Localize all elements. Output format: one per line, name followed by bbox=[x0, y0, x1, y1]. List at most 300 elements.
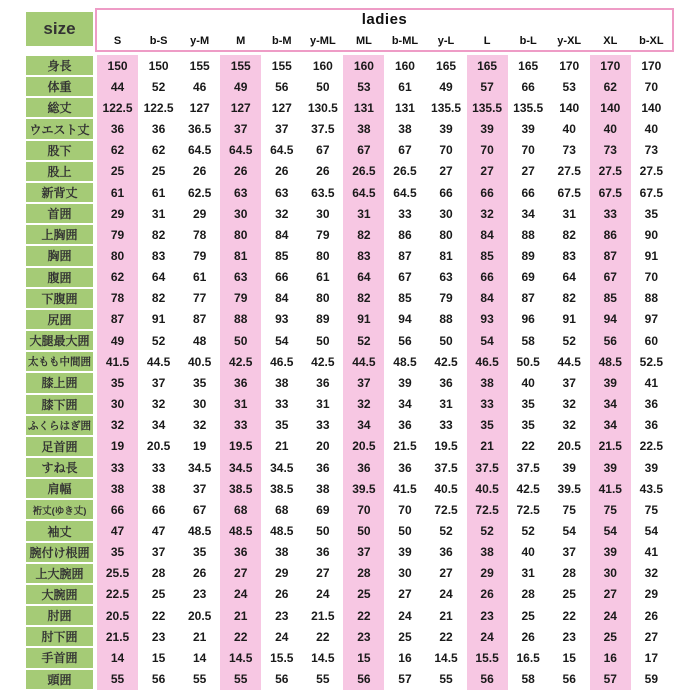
column-header-b-ml: b-ML bbox=[391, 35, 419, 47]
table-cell: 14 bbox=[192, 650, 207, 665]
row-label: ふくらはぎ囲 bbox=[26, 416, 93, 435]
table-cell: 36 bbox=[316, 375, 330, 390]
table-cell: 40 bbox=[521, 375, 535, 390]
table-cell: 75 bbox=[562, 502, 576, 517]
table-cell: 28 bbox=[562, 566, 576, 581]
table-cell: 122.5 bbox=[97, 97, 138, 118]
table-cell: 44.5 bbox=[343, 351, 384, 372]
table-row bbox=[26, 372, 672, 393]
table-cell: 33 bbox=[151, 460, 166, 475]
table-cell: 36 bbox=[220, 542, 261, 563]
table-cell: 27 bbox=[521, 164, 535, 179]
table-cell: 48.5 bbox=[393, 354, 417, 369]
row-label: ウエスト丈 bbox=[26, 119, 93, 138]
row-label: 上大腕囲 bbox=[26, 564, 93, 583]
table-cell: 23 bbox=[343, 626, 384, 647]
table-row bbox=[26, 669, 672, 690]
table-cell: 55 bbox=[97, 669, 138, 690]
table-cell: 56 bbox=[275, 79, 289, 94]
table-cell: 55 bbox=[439, 672, 453, 687]
table-cell: 135.5 bbox=[467, 97, 508, 118]
row-label: 体重 bbox=[26, 77, 93, 96]
table-cell: 165 bbox=[467, 55, 508, 76]
table-row bbox=[26, 76, 672, 97]
table-cell: 85 bbox=[275, 248, 289, 263]
table-cell: 14.5 bbox=[434, 650, 458, 665]
table-cell: 61 bbox=[97, 182, 138, 203]
table-cell: 127 bbox=[271, 100, 292, 115]
table-cell: 37 bbox=[343, 372, 384, 393]
table-cell: 22.5 bbox=[639, 439, 664, 454]
table-cell: 59 bbox=[644, 672, 659, 687]
table-cell: 70 bbox=[439, 143, 453, 158]
table-cell: 52 bbox=[343, 330, 384, 351]
table-cell: 14.5 bbox=[311, 650, 335, 665]
table-cell: 88 bbox=[220, 309, 261, 330]
table-cell: 33 bbox=[275, 397, 289, 412]
table-cell: 36 bbox=[644, 418, 659, 433]
table-cell: 39 bbox=[398, 545, 412, 560]
table-cell: 28 bbox=[521, 587, 535, 602]
table-cell: 27 bbox=[590, 584, 631, 605]
table-cell: 37 bbox=[275, 122, 289, 137]
table-cell: 31 bbox=[439, 397, 453, 412]
row-label: 股上 bbox=[26, 162, 93, 181]
table-cell: 64 bbox=[562, 270, 576, 285]
table-cell: 23 bbox=[275, 608, 289, 623]
table-cell: 48.5 bbox=[590, 351, 631, 372]
table-cell: 52 bbox=[151, 79, 166, 94]
table-cell: 27 bbox=[439, 164, 453, 179]
table-cell: 70 bbox=[644, 79, 659, 94]
table-cell: 63 bbox=[275, 185, 289, 200]
table-cell: 88 bbox=[521, 227, 535, 242]
table-cell: 57 bbox=[467, 76, 508, 97]
table-cell: 28 bbox=[343, 563, 384, 584]
table-cell: 38 bbox=[467, 542, 508, 563]
table-cell: 54 bbox=[644, 524, 659, 539]
table-cell: 37.5 bbox=[516, 460, 540, 475]
table-cell: 16 bbox=[590, 647, 631, 668]
table-cell: 36 bbox=[316, 545, 330, 560]
table-cell: 66 bbox=[467, 267, 508, 288]
table-cell: 36 bbox=[220, 372, 261, 393]
row-label: 大腕囲 bbox=[26, 585, 93, 604]
table-cell: 15 bbox=[151, 650, 166, 665]
table-cell: 155 bbox=[271, 58, 292, 73]
table-cell: 34 bbox=[590, 415, 631, 436]
row-label: 上胸囲 bbox=[26, 225, 93, 244]
table-cell: 25 bbox=[97, 161, 138, 182]
table-cell: 17 bbox=[644, 650, 659, 665]
table-cell: 37 bbox=[151, 375, 166, 390]
table-cell: 24 bbox=[590, 605, 631, 626]
table-cell: 66 bbox=[151, 502, 166, 517]
table-cell: 127 bbox=[189, 100, 210, 115]
table-cell: 79 bbox=[316, 227, 330, 242]
table-row bbox=[26, 478, 672, 499]
table-cell: 16 bbox=[398, 650, 412, 665]
table-cell: 22 bbox=[151, 608, 166, 623]
table-cell: 26 bbox=[220, 161, 261, 182]
table-cell: 29 bbox=[644, 587, 659, 602]
table-cell: 26 bbox=[192, 164, 207, 179]
table-cell: 39 bbox=[521, 122, 535, 137]
table-cell: 39 bbox=[439, 122, 453, 137]
table-cell: 35 bbox=[192, 375, 207, 390]
table-cell: 31 bbox=[343, 203, 384, 224]
table-cell: 93 bbox=[275, 312, 289, 327]
table-cell: 44.5 bbox=[557, 354, 581, 369]
table-cell: 37.5 bbox=[434, 460, 458, 475]
table-cell: 165 bbox=[518, 58, 539, 73]
table-cell: 35 bbox=[97, 372, 138, 393]
table-row bbox=[26, 288, 672, 309]
table-cell: 52 bbox=[521, 524, 535, 539]
table-cell: 97 bbox=[644, 312, 659, 327]
column-header-b-s: b-S bbox=[149, 35, 168, 47]
table-cell: 72.5 bbox=[434, 502, 458, 517]
table-cell: 35 bbox=[521, 418, 535, 433]
table-cell: 33 bbox=[97, 457, 138, 478]
table-cell: 66 bbox=[97, 499, 138, 520]
table-cell: 42.5 bbox=[516, 481, 540, 496]
table-cell: 25.5 bbox=[97, 563, 138, 584]
table-cell: 40.5 bbox=[434, 481, 458, 496]
table-cell: 80 bbox=[97, 245, 138, 266]
table-cell: 38 bbox=[275, 545, 289, 560]
table-cell: 58 bbox=[521, 333, 535, 348]
table-cell: 21.5 bbox=[311, 608, 335, 623]
table-cell: 67 bbox=[398, 270, 412, 285]
table-cell: 27.5 bbox=[639, 164, 664, 179]
table-cell: 14.5 bbox=[220, 647, 261, 668]
table-row bbox=[26, 224, 672, 245]
row-label: 肘囲 bbox=[26, 606, 93, 625]
row-label: 膝上囲 bbox=[26, 373, 93, 392]
table-cell: 21 bbox=[275, 439, 289, 454]
table-cell: 47 bbox=[151, 524, 166, 539]
table-cell: 63 bbox=[220, 267, 261, 288]
table-cell: 85 bbox=[590, 288, 631, 309]
table-cell: 94 bbox=[398, 312, 412, 327]
row-label: すね長 bbox=[26, 458, 93, 477]
table-cell: 39 bbox=[590, 542, 631, 563]
table-cell: 50 bbox=[439, 333, 453, 348]
table-cell: 49 bbox=[439, 79, 453, 94]
table-cell: 44.5 bbox=[146, 354, 171, 369]
table-cell: 96 bbox=[521, 312, 535, 327]
table-cell: 52 bbox=[467, 520, 508, 541]
table-cell: 155 bbox=[189, 58, 210, 73]
table-cell: 32 bbox=[467, 203, 508, 224]
table-cell: 36 bbox=[439, 545, 453, 560]
table-cell: 19 bbox=[97, 436, 138, 457]
table-cell: 90 bbox=[644, 227, 659, 242]
column-header-row bbox=[97, 35, 672, 47]
table-cell: 32 bbox=[97, 415, 138, 436]
row-label: 総丈 bbox=[26, 98, 93, 117]
table-cell: 53 bbox=[562, 79, 576, 94]
table-cell: 26 bbox=[275, 587, 289, 602]
table-cell: 33 bbox=[467, 394, 508, 415]
table-row bbox=[26, 203, 672, 224]
table-cell: 33 bbox=[590, 203, 631, 224]
column-header-b-l: b-L bbox=[519, 35, 537, 47]
table-cell: 22 bbox=[316, 629, 330, 644]
table-cell: 94 bbox=[590, 309, 631, 330]
table-cell: 50 bbox=[316, 333, 330, 348]
column-header-ml: ML bbox=[355, 35, 372, 47]
table-row bbox=[26, 140, 672, 161]
table-cell: 58 bbox=[521, 672, 535, 687]
table-row bbox=[26, 330, 672, 351]
table-cell: 48.5 bbox=[220, 520, 261, 541]
table-cell: 37 bbox=[343, 542, 384, 563]
table-cell: 38.5 bbox=[270, 481, 294, 496]
table-cell: 84 bbox=[275, 291, 289, 306]
table-cell: 36.5 bbox=[187, 122, 212, 137]
table-cell: 84 bbox=[467, 288, 508, 309]
table-cell: 26 bbox=[644, 608, 659, 623]
table-cell: 20.5 bbox=[187, 608, 212, 623]
table-cell: 38 bbox=[316, 481, 330, 496]
table-cell: 64 bbox=[343, 267, 384, 288]
table-cell: 41.5 bbox=[590, 478, 631, 499]
table-cell: 64.5 bbox=[343, 182, 384, 203]
table-cell: 81 bbox=[220, 245, 261, 266]
row-label: 腕付け根囲 bbox=[26, 543, 93, 562]
table-cell: 40 bbox=[562, 122, 576, 137]
table-cell: 160 bbox=[312, 58, 333, 73]
table-cell: 38 bbox=[275, 375, 289, 390]
table-row bbox=[26, 542, 672, 563]
table-cell: 56 bbox=[151, 672, 166, 687]
table-row bbox=[26, 245, 672, 266]
table-cell: 47 bbox=[97, 520, 138, 541]
table-row bbox=[26, 605, 672, 626]
table-cell: 26.5 bbox=[393, 164, 417, 179]
table-cell: 40 bbox=[644, 122, 659, 137]
table-cell: 35 bbox=[97, 542, 138, 563]
table-cell: 15.5 bbox=[467, 647, 508, 668]
table-cell: 50 bbox=[343, 520, 384, 541]
table-cell: 63 bbox=[439, 270, 453, 285]
table-cell: 24 bbox=[220, 584, 261, 605]
row-label: 足首囲 bbox=[26, 437, 93, 456]
column-header-m: M bbox=[236, 35, 246, 47]
table-cell: 29 bbox=[275, 566, 289, 581]
column-header-y-ml: y-ML bbox=[310, 35, 336, 47]
table-cell: 80 bbox=[316, 291, 330, 306]
table-cell: 39 bbox=[467, 118, 508, 139]
table-cell: 84 bbox=[467, 224, 508, 245]
table-cell: 24 bbox=[439, 587, 453, 602]
table-cell: 26 bbox=[275, 164, 289, 179]
table-cell: 33 bbox=[316, 418, 330, 433]
row-label: 肘下囲 bbox=[26, 627, 93, 646]
table-cell: 80 bbox=[439, 227, 453, 242]
table-cell: 32 bbox=[192, 418, 207, 433]
table-cell: 72.5 bbox=[467, 499, 508, 520]
table-cell: 35 bbox=[192, 545, 207, 560]
table-cell: 86 bbox=[590, 224, 631, 245]
table-cell: 32 bbox=[562, 418, 576, 433]
table-cell: 27.5 bbox=[590, 161, 631, 182]
row-label: 胸囲 bbox=[26, 246, 93, 265]
table-cell: 39.5 bbox=[343, 478, 384, 499]
table-cell: 38 bbox=[343, 118, 384, 139]
table-cell: 55 bbox=[192, 672, 207, 687]
table-cell: 21.5 bbox=[590, 436, 631, 457]
table-cell: 85 bbox=[398, 291, 412, 306]
table-cell: 27 bbox=[467, 161, 508, 182]
column-header-xl: XL bbox=[603, 35, 618, 47]
table-cell: 66 bbox=[521, 79, 535, 94]
table-cell: 31 bbox=[316, 397, 330, 412]
table-cell: 34.5 bbox=[270, 460, 294, 475]
table-cell: 35 bbox=[275, 418, 289, 433]
row-label: 股下 bbox=[26, 141, 93, 160]
table-cell: 40.5 bbox=[467, 478, 508, 499]
table-cell: 33 bbox=[398, 206, 412, 221]
table-cell: 56 bbox=[343, 669, 384, 690]
table-cell: 155 bbox=[220, 55, 261, 76]
table-cell: 39 bbox=[398, 375, 412, 390]
table-cell: 46 bbox=[192, 79, 207, 94]
table-cell: 24 bbox=[467, 626, 508, 647]
table-cell: 56 bbox=[590, 330, 631, 351]
table-cell: 34 bbox=[521, 206, 535, 221]
table-cell: 75 bbox=[590, 499, 631, 520]
table-cell: 69 bbox=[521, 270, 535, 285]
table-cell: 42.5 bbox=[311, 354, 335, 369]
table-cell: 53 bbox=[343, 76, 384, 97]
column-header-s: S bbox=[113, 35, 122, 47]
table-cell: 23 bbox=[151, 629, 166, 644]
table-cell: 62 bbox=[97, 267, 138, 288]
table-cell: 64.5 bbox=[187, 143, 212, 158]
table-cell: 36 bbox=[97, 118, 138, 139]
table-cell: 67 bbox=[316, 143, 330, 158]
table-cell: 67 bbox=[590, 267, 631, 288]
table-row bbox=[26, 394, 672, 415]
table-cell: 21 bbox=[192, 629, 207, 644]
table-cell: 68 bbox=[220, 499, 261, 520]
table-cell: 24 bbox=[316, 587, 330, 602]
table-cell: 66 bbox=[521, 185, 535, 200]
table-cell: 73 bbox=[562, 143, 576, 158]
table-cell: 56 bbox=[562, 672, 576, 687]
table-cell: 28 bbox=[151, 566, 166, 581]
table-row bbox=[26, 499, 672, 520]
table-cell: 55 bbox=[316, 672, 330, 687]
table-cell: 89 bbox=[521, 248, 535, 263]
table-cell: 37 bbox=[220, 118, 261, 139]
table-cell: 21.5 bbox=[97, 626, 138, 647]
table-cell: 80 bbox=[316, 248, 330, 263]
table-cell: 34 bbox=[151, 418, 166, 433]
table-cell: 140 bbox=[641, 100, 662, 115]
table-cell: 91 bbox=[644, 248, 659, 263]
table-cell: 34 bbox=[343, 415, 384, 436]
table-cell: 54 bbox=[562, 524, 576, 539]
table-cell: 87 bbox=[398, 248, 412, 263]
table-cell: 23 bbox=[562, 629, 576, 644]
table-cell: 82 bbox=[151, 291, 166, 306]
table-cell: 48 bbox=[192, 333, 207, 348]
table-cell: 64.5 bbox=[270, 143, 294, 158]
table-cell: 88 bbox=[644, 291, 659, 306]
table-cell: 48.5 bbox=[187, 524, 212, 539]
table-cell: 79 bbox=[220, 288, 261, 309]
table-cell: 32 bbox=[343, 394, 384, 415]
table-cell: 54 bbox=[590, 520, 631, 541]
table-cell: 52 bbox=[562, 333, 576, 348]
table-cell: 83 bbox=[562, 248, 576, 263]
table-cell: 78 bbox=[97, 288, 138, 309]
table-cell: 41 bbox=[644, 545, 659, 560]
table-cell: 22 bbox=[220, 626, 261, 647]
table-cell: 86 bbox=[398, 227, 412, 242]
group-title: ladies bbox=[361, 11, 408, 28]
row-label: 袖丈 bbox=[26, 521, 93, 540]
table-cell: 140 bbox=[590, 97, 631, 118]
table-cell: 170 bbox=[559, 58, 580, 73]
table-cell: 75 bbox=[644, 502, 659, 517]
table-cell: 87 bbox=[521, 291, 535, 306]
table-cell: 21 bbox=[220, 605, 261, 626]
column-header-l: L bbox=[483, 35, 491, 47]
table-cell: 19 bbox=[192, 439, 207, 454]
table-cell: 40 bbox=[590, 118, 631, 139]
ladies-header-box bbox=[95, 8, 674, 52]
table-row bbox=[26, 520, 672, 541]
table-cell: 42.5 bbox=[434, 354, 458, 369]
table-cell: 91 bbox=[151, 312, 166, 327]
table-cell: 64.5 bbox=[220, 140, 261, 161]
table-row bbox=[26, 97, 672, 118]
table-cell: 61 bbox=[398, 79, 412, 94]
table-cell: 54 bbox=[467, 330, 508, 351]
table-row bbox=[26, 457, 672, 478]
table-row bbox=[26, 415, 672, 436]
row-label: 膝下囲 bbox=[26, 395, 93, 414]
table-cell: 26 bbox=[521, 629, 535, 644]
table-cell: 36 bbox=[398, 418, 412, 433]
table-cell: 19.5 bbox=[220, 436, 261, 457]
table-cell: 79 bbox=[439, 291, 453, 306]
table-cell: 82 bbox=[562, 227, 576, 242]
table-cell: 39 bbox=[644, 460, 659, 475]
table-cell: 66 bbox=[275, 270, 289, 285]
table-cell: 91 bbox=[562, 312, 576, 327]
table-cell: 49 bbox=[97, 330, 138, 351]
table-cell: 15 bbox=[343, 647, 384, 668]
table-cell: 22 bbox=[439, 629, 453, 644]
table-cell: 66 bbox=[439, 185, 453, 200]
table-cell: 67.5 bbox=[557, 185, 581, 200]
table-row bbox=[26, 118, 672, 139]
table-cell: 64 bbox=[151, 270, 166, 285]
table-cell: 26 bbox=[316, 164, 330, 179]
size-corner-label: size bbox=[26, 12, 93, 46]
table-cell: 35 bbox=[521, 397, 535, 412]
column-header-y-l: y-L bbox=[437, 35, 455, 47]
table-cell: 38 bbox=[97, 478, 138, 499]
table-cell: 46.5 bbox=[270, 354, 294, 369]
table-cell: 20.5 bbox=[146, 439, 171, 454]
